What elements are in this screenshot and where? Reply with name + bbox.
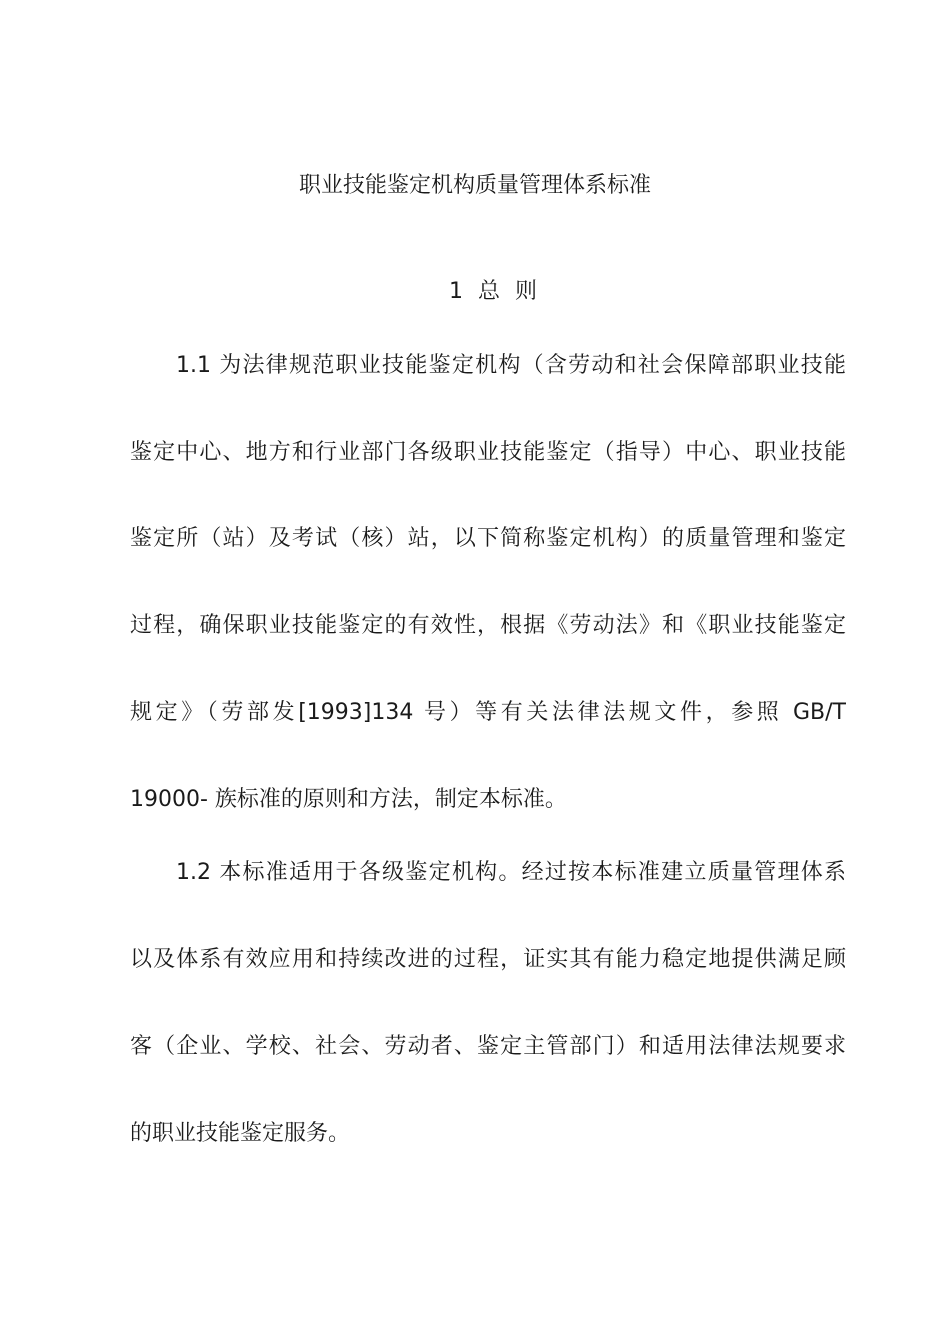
clause-1-1-line-5: 规定》（劳部发[1993]134 号）等有关法律法规文件，参照 GB/T	[130, 700, 846, 725]
clause-1-1-line-3: 鉴定所（站）及考试（核）站，以下简称鉴定机构）的质量管理和鉴定	[130, 526, 846, 551]
document-title: 职业技能鉴定机构质量管理体系标准	[298, 173, 651, 198]
clause-1-1-line-6: 19000- 族标准的原则和方法，制定本标准。	[130, 787, 567, 812]
clause-1-1-line-1: 1.1 为法律规范职业技能鉴定机构（含劳动和社会保障部职业技能	[176, 353, 846, 378]
clause-1-2-line-1: 1.2 本标准适用于各级鉴定机构。经过按本标准建立质量管理体系	[176, 860, 846, 885]
clause-1-1-line-4: 过程，确保职业技能鉴定的有效性，根据《劳动法》和《职业技能鉴定	[130, 613, 846, 638]
clause-1-2-line-4: 的职业技能鉴定服务。	[130, 1121, 351, 1146]
section-heading-general-provisions: 1 总 则	[449, 279, 541, 304]
clause-1-2-line-3: 客（企业、学校、社会、劳动者、鉴定主管部门）和适用法律法规要求	[130, 1034, 846, 1059]
clause-1-2-line-2: 以及体系有效应用和持续改进的过程，证实其有能力稳定地提供满足顾	[130, 947, 846, 972]
clause-1-1-line-2: 鉴定中心、地方和行业部门各级职业技能鉴定（指导）中心、职业技能	[130, 440, 846, 465]
